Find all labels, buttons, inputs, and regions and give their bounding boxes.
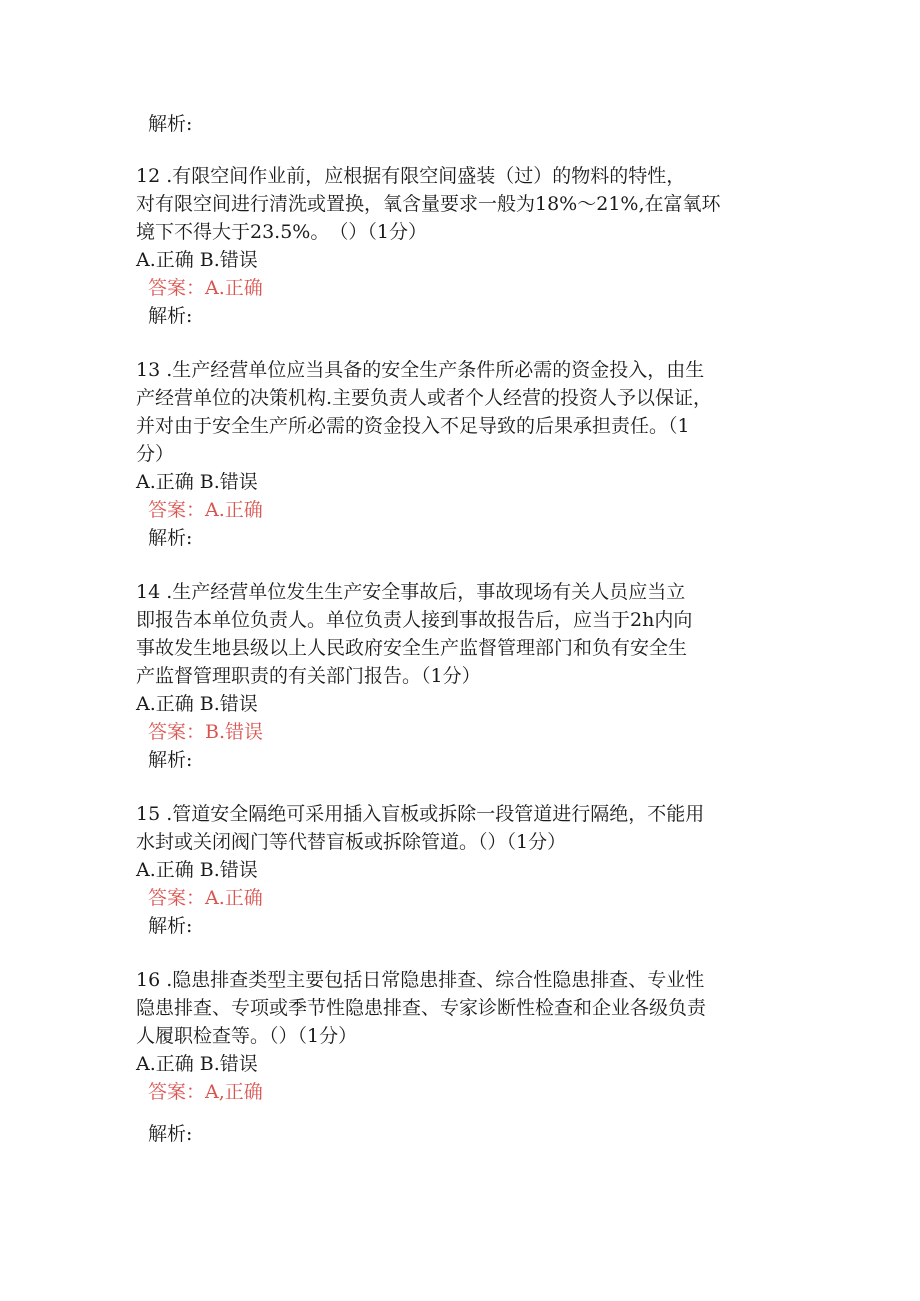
answer-row xyxy=(136,274,796,302)
question-options: A.正确 B.错误 xyxy=(136,471,258,493)
answer-value: B.错误 xyxy=(205,721,264,743)
analysis-label: 解析: xyxy=(148,1123,193,1145)
question-stem-line: 水封或关闭阀门等代替盲板或拆除管道。（）（1分） xyxy=(136,831,567,853)
answer-label: 答案： xyxy=(148,499,206,521)
answer-row xyxy=(136,718,796,746)
question-options: A.正确 B.错误 xyxy=(136,1053,258,1075)
answer-label: 答案： xyxy=(148,887,206,909)
analysis-label: 解析: xyxy=(148,527,193,549)
question-12 xyxy=(136,162,796,330)
previous-question-analysis xyxy=(136,110,796,138)
question-15 xyxy=(136,800,796,940)
question-stem-line: 隐患排查、专项或季节性隐患排查、专家诊断性检查和企业各级负责 xyxy=(136,997,707,1019)
question-16 xyxy=(136,966,796,1148)
question-stem-line: 并对由于安全生产所必需的资金投入不足导致的后果承担责任。（1 xyxy=(136,415,690,437)
answer-row xyxy=(136,496,796,524)
question-stem-line: 13 .生产经营单位应当具备的安全生产条件所必需的资金投入，由生 xyxy=(136,359,705,381)
question-stem-line: 产监督管理职责的有关部门报告。（1分） xyxy=(136,665,481,687)
answer-row xyxy=(136,1078,796,1106)
analysis-label: 解析: xyxy=(148,749,193,771)
question-stem-line: 分） xyxy=(136,443,175,465)
question-options: A.正确 B.错误 xyxy=(136,249,258,271)
question-options: A.正确 B.错误 xyxy=(136,693,258,715)
question-stem-line: 14 .生产经营单位发生生产安全事故后，事故现场有关人员应当立 xyxy=(136,581,686,603)
question-stem-line: 15 .管道安全隔绝可采用插入盲板或拆除一段管道进行隔绝，不能用 xyxy=(136,803,705,825)
question-stem-line: 境下不得大于23.5%。 （）（1分） xyxy=(136,221,427,243)
answer-value: A.正确 xyxy=(205,277,263,299)
analysis-label: 解析: xyxy=(148,113,193,135)
answer-label: 答案： xyxy=(148,721,206,743)
answer-label: 答案： xyxy=(148,1081,206,1103)
question-options: A.正确 B.错误 xyxy=(136,859,258,881)
question-stem-line: 即报告本单位负责人。单位负责人接到事故报告后，应当于2h内向 xyxy=(136,609,693,631)
question-13 xyxy=(136,356,796,552)
question-stem-line: 事故发生地县级以上人民政府安全生产监督管理部门和负有安全生 xyxy=(136,637,688,659)
question-stem-line: 16 .隐患排查类型主要包括日常隐患排查、综合性隐患排查、专业性 xyxy=(136,969,705,991)
answer-row xyxy=(136,884,796,912)
question-stem-line: 人履职检查等。（）（1分） xyxy=(136,1025,358,1047)
question-stem-line: 对有限空间进行清洗或置换，氧含量要求一般为18%～21%,在富氧环 xyxy=(136,193,721,215)
analysis-label: 解析: xyxy=(148,305,193,327)
question-stem-line: 12 .有限空间作业前，应根据有限空间盛装（过）的物料的特性， xyxy=(136,165,686,187)
answer-value: A.正确 xyxy=(205,887,263,909)
answer-label: 答案： xyxy=(148,277,206,299)
analysis-label: 解析: xyxy=(148,915,193,937)
question-stem-line: 产经营单位的决策机构.主要负责人或者个人经营的投资人予以保证， xyxy=(136,387,713,409)
question-14 xyxy=(136,578,796,774)
answer-value: A,正确 xyxy=(205,1081,263,1103)
answer-value: A.正确 xyxy=(205,499,263,521)
